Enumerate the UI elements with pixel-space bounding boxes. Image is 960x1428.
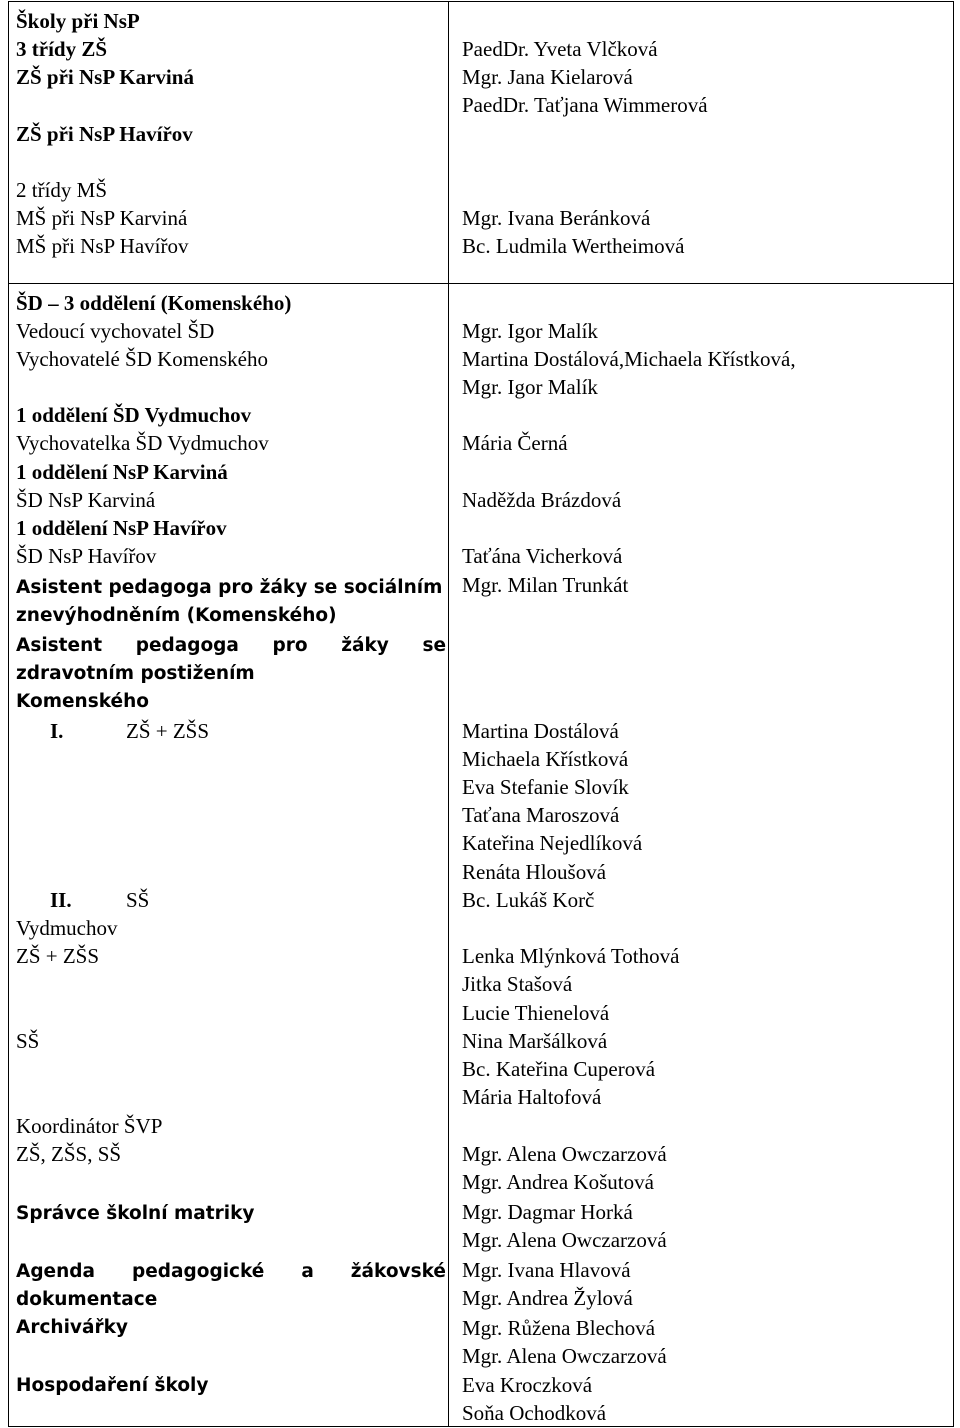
- schools-heading: Školy při NsP: [16, 9, 140, 33]
- section-1-label: ZŠ + ZŠS: [126, 719, 210, 743]
- staff-name: Taťána Vicherková: [462, 544, 623, 568]
- staff-name: Mgr. Andrea Košutová: [462, 1170, 654, 1194]
- havirov-sd-label: ŠD NsP Havířov: [16, 544, 157, 568]
- staff-name: Soňa Ochodková: [462, 1401, 607, 1425]
- staff-name: Bc. Lukáš Korč: [462, 888, 595, 912]
- staff-name: Mgr. Milan Trunkát: [462, 573, 629, 597]
- staff-name: Lucie Thienelová: [462, 1001, 610, 1025]
- assistant-health-location: Komenského: [16, 691, 149, 712]
- sd-lead-label: Vedoucí vychovatel ŠD: [16, 319, 215, 343]
- staff-name: Mgr. Igor Malík: [462, 375, 598, 399]
- staff-name: PaedDr. Yveta Vlčková: [462, 37, 658, 61]
- staff-name: Mgr. Jana Kielarová: [462, 65, 633, 89]
- staff-name: Mgr. Igor Malík: [462, 319, 598, 343]
- ms-karvina: MŠ při NsP Karviná: [16, 206, 188, 230]
- staff-name: Naděžda Brázdová: [462, 488, 622, 512]
- staff-name: PaedDr. Taťjana Wimmerová: [462, 93, 708, 117]
- havirov-sd-heading: 1 oddělení NsP Havířov: [16, 516, 227, 540]
- staff-name: Bc. Kateřina Cuperová: [462, 1057, 656, 1081]
- staff-name: Martina Dostálová,Michaela Křístková,: [462, 347, 796, 371]
- staff-name: Eva Stefanie Slovík: [462, 775, 629, 799]
- staff-name: Mgr. Ivana Beránková: [462, 206, 651, 230]
- ms-havirov: MŠ při NsP Havířov: [16, 234, 189, 258]
- karvina-sd-heading: 1 oddělení NsP Karviná: [16, 460, 228, 484]
- staff-name: Mgr. Alena Owczarzová: [462, 1228, 667, 1252]
- zs-classes-count: 3 třídy ZŠ: [16, 37, 108, 61]
- staff-name: Mária Černá: [462, 431, 568, 455]
- ms-classes-count: 2 třídy MŠ: [16, 178, 108, 202]
- staff-name: Mgr. Ivana Hlavová: [462, 1258, 631, 1282]
- staff-name: Mgr. Andrea Žylová: [462, 1286, 633, 1310]
- staff-name: Mgr. Růžena Blechová: [462, 1316, 656, 1340]
- roman-numeral-2: II.: [50, 888, 72, 912]
- vydmuchov-label: Vydmuchov: [16, 916, 118, 940]
- ss-label: SŠ: [16, 1029, 40, 1053]
- section-2-label: SŠ: [126, 888, 150, 912]
- staff-name: Jitka Stašová: [462, 972, 573, 996]
- karvina-sd-label: ŠD NsP Karviná: [16, 488, 156, 512]
- column-divider: [448, 1, 449, 1427]
- school-register-label: Správce školní matriky: [16, 1203, 255, 1224]
- staff-name: Michaela Křístková: [462, 747, 629, 771]
- staff-name: Mária Haltofová: [462, 1085, 602, 1109]
- zs-havirov: ZŠ při NsP Havířov: [16, 122, 193, 146]
- vydmuchov-sd-heading: 1 oddělení ŠD Vydmuchov: [16, 403, 252, 427]
- assistant-health-label: Asistent pedagoga pro žáky se: [16, 635, 446, 656]
- staff-name: Kateřina Nejedlíková: [462, 831, 643, 855]
- staff-name: Renáta Hloušová: [462, 860, 607, 884]
- staff-name: Bc. Ludmila Wertheimová: [462, 234, 685, 258]
- staff-name: Mgr. Dagmar Horká: [462, 1200, 633, 1224]
- svp-coordinator-label: Koordinátor ŠVP: [16, 1114, 163, 1138]
- agenda-label-cont: dokumentace: [16, 1289, 158, 1310]
- staff-name: Mgr. Alena Owczarzová: [462, 1142, 667, 1166]
- school-finances-label: Hospodaření školy: [16, 1375, 209, 1396]
- vydmuchov-zs-label: ZŠ + ZŠS: [16, 944, 100, 968]
- staff-name: Mgr. Alena Owczarzová: [462, 1344, 667, 1368]
- agenda-label: Agenda pedagogické a žákovské: [16, 1261, 446, 1282]
- row-divider: [8, 283, 954, 284]
- vydmuchov-sd-label: Vychovatelka ŠD Vydmuchov: [16, 431, 269, 455]
- staff-table: [8, 1, 954, 1427]
- assistant-social-label: Asistent pedagoga pro žáky se sociálním: [16, 577, 443, 598]
- staff-name: Taťana Maroszová: [462, 803, 620, 827]
- archivists-label: Archivářky: [16, 1317, 128, 1338]
- staff-name: Martina Dostálová: [462, 719, 619, 743]
- assistant-health-label-cont: zdravotním postižením: [16, 663, 255, 684]
- zs-karvina: ZŠ při NsP Karviná: [16, 65, 194, 89]
- svp-coordinator-schools: ZŠ, ZŠS, SŠ: [16, 1142, 122, 1166]
- sd-educators-label: Vychovatelé ŠD Komenského: [16, 347, 268, 371]
- sd-heading: ŠD – 3 oddělení (Komenského): [16, 291, 292, 315]
- staff-name: Eva Kroczková: [462, 1373, 593, 1397]
- staff-name: Lenka Mlýnková Tothová: [462, 944, 680, 968]
- staff-name: Nina Maršálková: [462, 1029, 608, 1053]
- roman-numeral-1: I.: [50, 719, 64, 743]
- assistant-social-label-cont: znevýhodněním (Komenského): [16, 605, 337, 626]
